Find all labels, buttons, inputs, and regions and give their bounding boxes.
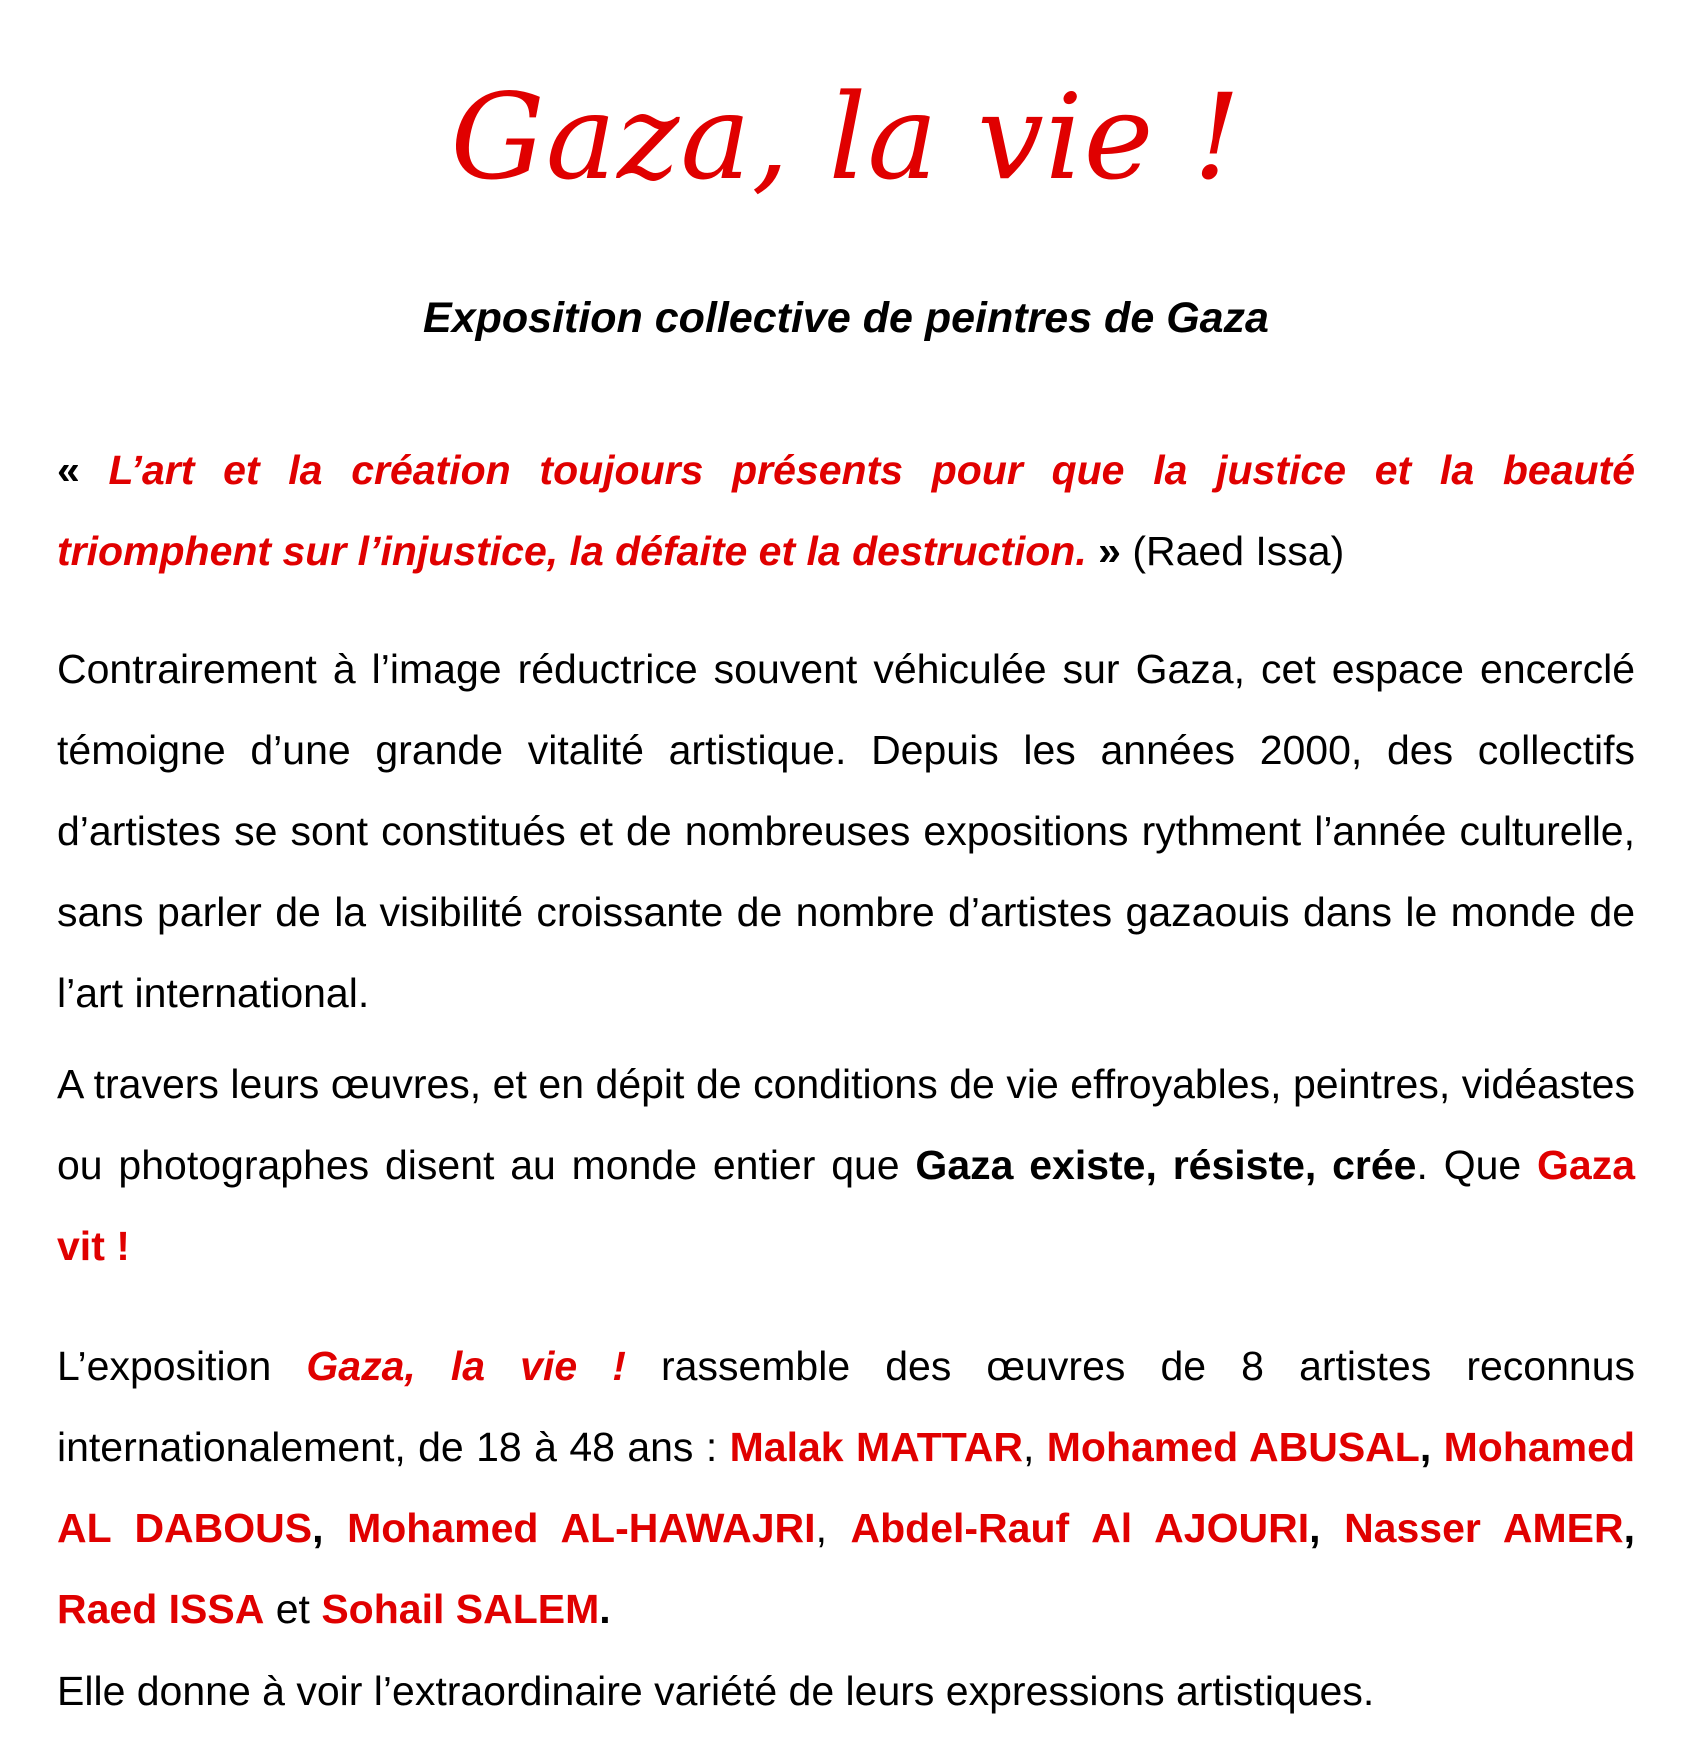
artist-name: Sohail SALEM (321, 1586, 600, 1632)
paragraph-artists-intro: L’exposition (57, 1343, 307, 1389)
exhibition-title: Gaza, la vie ! (450, 68, 1242, 206)
quote-text: L’art et la création toujours présents pour que la justice et la beauté triomphent sur l’injustice, la défaite et la destruction. (57, 447, 1636, 574)
artist-name: Mohamed AL-HAWAJRI (347, 1505, 816, 1551)
quote-open-mark: « (57, 447, 109, 493)
artist-name: Malak MATTAR (729, 1424, 1023, 1470)
paragraph-artists-text: rassemble des œuvres de 8 artistes reconnus internationalement, de 18 à 48 ans : (57, 1343, 1635, 1470)
conjunction: et (264, 1586, 322, 1632)
paragraph-works-red: Gaza vit ! (57, 1142, 1636, 1269)
quote-close-mark: » (1086, 528, 1121, 574)
separator: , (815, 1505, 851, 1551)
quote-author: (Raed Issa) (1120, 528, 1345, 574)
paragraph-works-bold: Gaza existe, résiste, crée (915, 1142, 1417, 1188)
final-period: . (599, 1586, 611, 1632)
artist-name: Mohamed ABUSAL (1046, 1424, 1420, 1470)
artist-name: Mohamed AL DABOUS (57, 1424, 1635, 1551)
exhibition-subtitle: Exposition collective de peintres de Gaza (423, 294, 1269, 342)
separator: , (1022, 1424, 1047, 1470)
separator: , (312, 1505, 324, 1551)
paragraph-works-text: A travers leurs œuvres, et en dépit de conditions de vie effroyables, peintres, vidéastes ou photographes disent au monde entier que (57, 1061, 1635, 1188)
artist-name: Raed ISSA (57, 1586, 265, 1632)
separator: , (1623, 1505, 1635, 1551)
separator: , (1419, 1424, 1432, 1470)
artist-name: Abdel-Rauf Al AJOURI (850, 1505, 1310, 1551)
exhibition-name-inline: Gaza, la vie ! (306, 1343, 626, 1389)
paragraph-works (57, 1044, 1635, 1287)
paragraph-vitality: Contrairement à l’image réductrice souvent véhiculée sur Gaza, cet espace encerclé témoigne d’une grande vitalité artistique. Depuis les années 2000, des collectifs d’artistes se sont constitués et de nombreuses expositions rythment l’année culturelle, sans parler de la visibilité croissante de nombre d’artistes gazaouis dans le monde de l’art international. (57, 646, 1635, 1016)
separator: , (1309, 1505, 1321, 1551)
paragraph-variety: Elle donne à voir l’extraordinaire variété de leurs expressions artistiques. (57, 1668, 1375, 1714)
artist-name: Nasser AMER (1344, 1505, 1624, 1551)
quote-paragraph (57, 430, 1635, 592)
paragraph-works-mid: . Que (1416, 1142, 1538, 1188)
paragraph-artists (57, 1326, 1635, 1650)
